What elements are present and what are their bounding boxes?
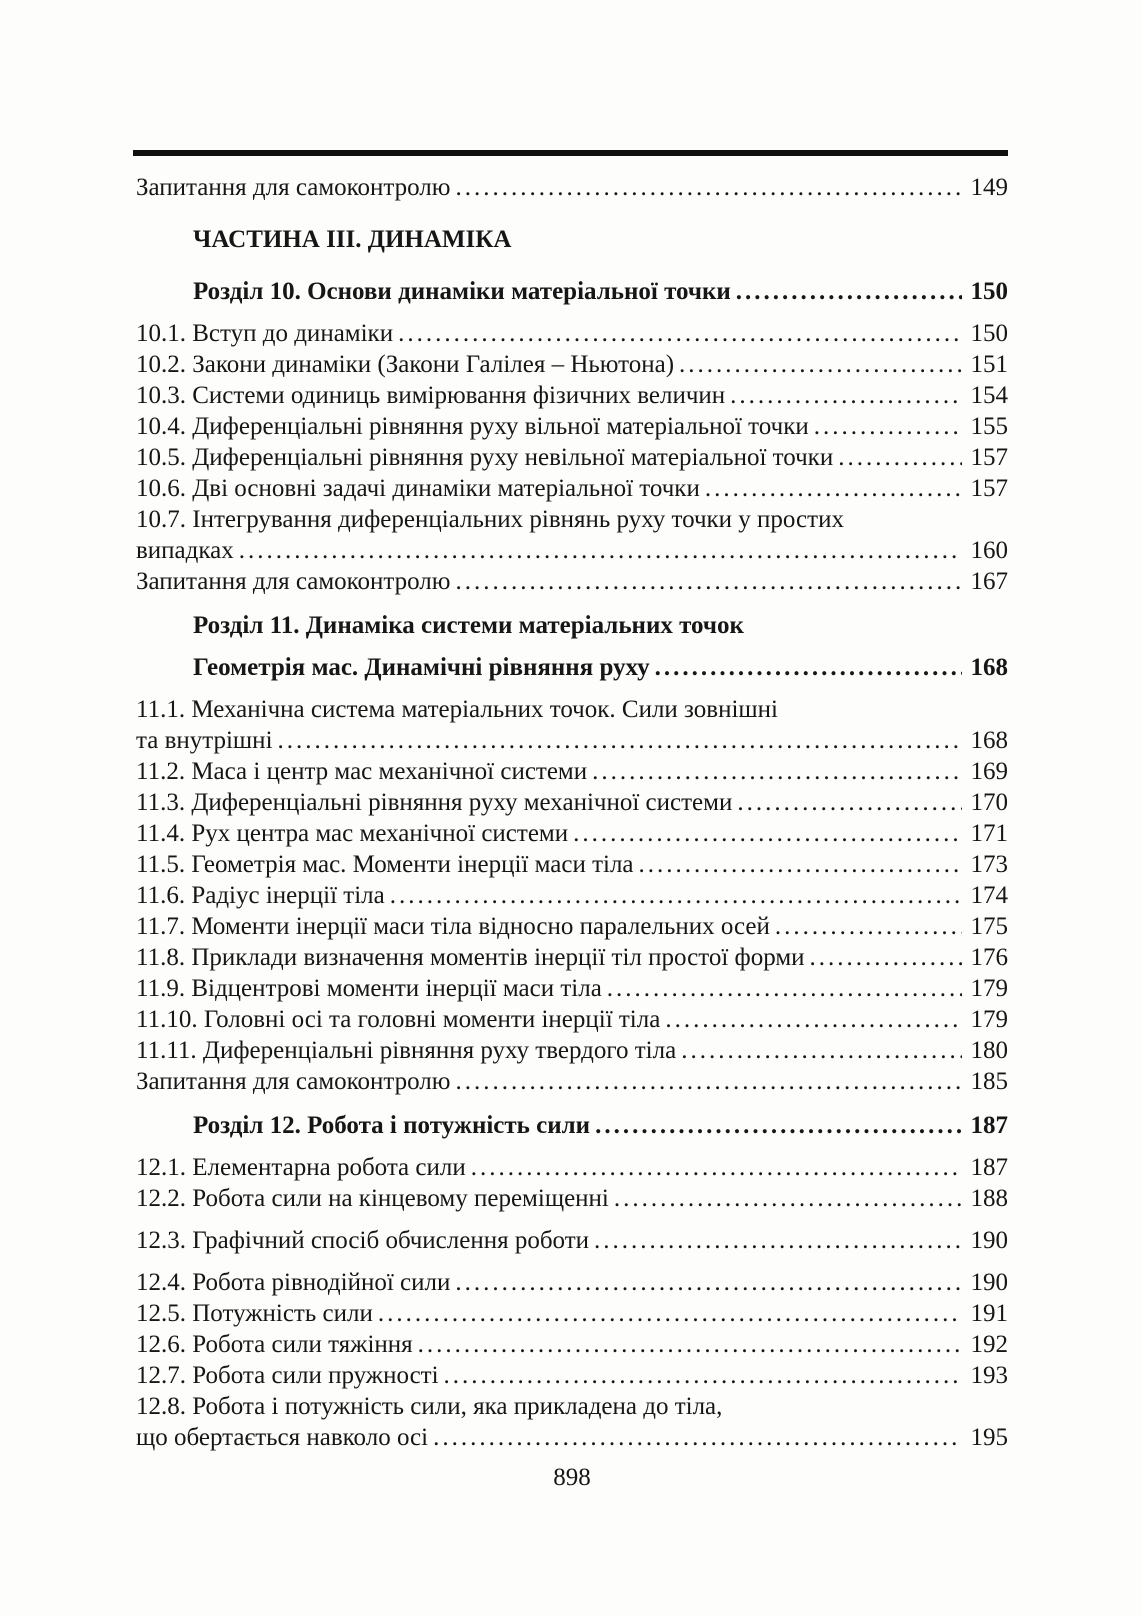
toc-entry: [136, 610, 1008, 641]
toc-entry-label: 12.7. Робота сили пружності: [136, 1362, 439, 1389]
dot-leader: [455, 172, 961, 203]
toc-entry: [136, 1183, 1008, 1214]
dot-leader: [681, 1035, 961, 1066]
toc-entry-label: 10.7. Інтегрування диференціальних рівнянь руху точки у простих: [136, 506, 844, 533]
toc-entry-page: 151: [970, 351, 1008, 378]
toc-entry-page: 175: [970, 913, 1008, 940]
dot-leader: [737, 787, 961, 818]
toc-entry-page: 190: [970, 1227, 1008, 1254]
toc-entry-label: 11.4. Рух центра мас механічної системи: [136, 820, 569, 847]
toc-entry-page: 168: [970, 727, 1008, 754]
toc-entry-label: 12.6. Робота сили тяжіння: [136, 1331, 413, 1358]
dot-leader: [639, 849, 962, 880]
dot-leader: [444, 1360, 962, 1391]
toc-entry-label: 11.10. Головні осі та головні моменти інерції тіла: [136, 1006, 661, 1033]
toc-entry-label: Розділ 12. Робота і потужність сили: [193, 1112, 591, 1139]
toc-entry-label: та внутрішні: [136, 727, 273, 754]
toc-entry-label: 11.2. Маса і центр мас механічної системи: [136, 758, 588, 785]
toc-entry-page: 155: [970, 413, 1008, 440]
toc-entry: [136, 880, 1008, 911]
toc-entry-page: 149: [970, 174, 1008, 201]
dot-leader: [736, 276, 962, 307]
toc-entry-label: 12.4. Робота рівнодійної сили: [136, 1269, 451, 1296]
toc-entry: [136, 442, 1008, 473]
dot-leader: [398, 318, 961, 349]
toc-entry-page: 174: [970, 882, 1008, 909]
toc-entry: [136, 818, 1008, 849]
toc-entry: [136, 1298, 1008, 1329]
dot-leader: [814, 411, 962, 442]
toc-entry: [136, 756, 1008, 787]
toc-entry: [136, 411, 1008, 442]
dot-leader: [614, 1183, 962, 1214]
toc-entry-page: 192: [970, 1331, 1008, 1358]
toc-entry-page: 160: [970, 537, 1008, 564]
toc-entry-label: 11.9. Відцентрові моменти інерції маси тіла: [136, 975, 602, 1002]
toc-entry: [136, 224, 1008, 255]
toc-entry-label: 10.4. Диференціальні рівняння руху вільної матеріальної точки: [136, 413, 809, 440]
toc-entry: [136, 911, 1008, 942]
toc-entry: [136, 172, 1008, 203]
toc-entry: [136, 1329, 1008, 1360]
dot-leader: [838, 442, 961, 473]
toc-entry-label: 10.6. Дві основні задачі динаміки матеріальної точки: [136, 475, 700, 502]
toc-entry-page: 179: [970, 1006, 1008, 1033]
toc-entry: [136, 318, 1008, 349]
toc-entry-label: Геометрія мас. Динамічні рівняння руху: [193, 654, 650, 681]
toc-entry-page: 187: [970, 1112, 1008, 1139]
dot-leader: [433, 1422, 961, 1453]
toc-entry: [136, 1110, 1008, 1141]
toc-entry-label: що обертається навколо осі: [136, 1424, 429, 1451]
toc-entry: [136, 566, 1008, 597]
toc-entry: [136, 1422, 1008, 1453]
toc-entry-label: 12.2. Робота сили на кінцевому переміщенні: [136, 1185, 609, 1212]
toc-entry-label: Запитання для самоконтролю: [136, 568, 451, 595]
toc-entry-label: 11.5. Геометрія мас. Моменти інерції маси тіла: [136, 851, 634, 878]
dot-leader: [595, 1110, 961, 1141]
toc-entry: [136, 535, 1008, 566]
toc-entry: [136, 1267, 1008, 1298]
toc-entry: [136, 380, 1008, 411]
toc-entry-label: 11.11. Диференціальні рівняння руху твердого тіла: [136, 1037, 677, 1064]
toc-entry: [136, 349, 1008, 380]
toc-entry-label: 12.8. Робота і потужність сили, яка прикладена до тіла,: [136, 1393, 723, 1420]
dot-leader: [592, 756, 961, 787]
toc-entry: [136, 787, 1008, 818]
page-footer-number: 898: [553, 1464, 591, 1491]
toc-entry: [136, 1225, 1008, 1256]
toc-entry-label: Розділ 11. Динаміка системи матеріальних точок: [193, 612, 744, 639]
dot-leader: [455, 1066, 961, 1097]
toc-entry-label: 11.3. Диференціальні рівняння руху механічної системи: [136, 789, 733, 816]
dot-leader: [607, 973, 962, 1004]
dot-leader: [278, 725, 962, 756]
dot-leader: [378, 1298, 962, 1329]
toc-entry: [136, 725, 1008, 756]
toc-entry: [136, 276, 1008, 307]
toc-entry-page: 157: [970, 475, 1008, 502]
toc-entry: [136, 694, 1008, 725]
dot-leader: [665, 1004, 961, 1035]
toc-entry-page: 180: [970, 1037, 1008, 1064]
toc-entry-page: 191: [970, 1300, 1008, 1327]
toc-entry-page: 190: [970, 1269, 1008, 1296]
toc-entry-label: 10.1. Вступ до динаміки: [136, 320, 394, 347]
toc-entry-page: 168: [970, 654, 1008, 681]
dot-leader: [705, 473, 962, 504]
toc-entry-label: ЧАСТИНА ІІІ. ДИНАМІКА: [193, 226, 512, 253]
toc-entry: [136, 504, 1008, 535]
toc-entry-page: 154: [970, 382, 1008, 409]
dot-leader: [573, 818, 961, 849]
dot-leader: [390, 880, 962, 911]
dot-leader: [455, 566, 961, 597]
toc-entry: [136, 1360, 1008, 1391]
dot-leader: [471, 1152, 962, 1183]
toc-entry-label: 10.3. Системи одиниць вимірювання фізичних величин: [136, 382, 726, 409]
toc-entry: [136, 1391, 1008, 1422]
toc-entry: [136, 1066, 1008, 1097]
toc-entry: [136, 973, 1008, 1004]
toc-entry-label: 11.8. Приклади визначення моментів інерції тіл простої форми: [136, 944, 805, 971]
toc-entry: [136, 849, 1008, 880]
toc-entry-page: 170: [970, 789, 1008, 816]
toc-entry-page: 195: [970, 1424, 1008, 1451]
toc-entry: [136, 942, 1008, 973]
dot-leader: [679, 349, 961, 380]
toc-entry-page: 150: [970, 278, 1008, 305]
dot-leader: [418, 1329, 962, 1360]
dot-leader: [810, 942, 962, 973]
toc-entry-label: 12.3. Графічний спосіб обчислення роботи: [136, 1227, 590, 1254]
toc-entry-page: 173: [970, 851, 1008, 878]
toc-entry-page: 193: [970, 1362, 1008, 1389]
toc-entry-page: 157: [970, 444, 1008, 471]
toc-entry-label: Розділ 10. Основи динаміки матеріальної точки: [193, 278, 731, 305]
toc-entry-page: 176: [970, 944, 1008, 971]
toc-entry-page: 169: [970, 758, 1008, 785]
toc-entry: [136, 1035, 1008, 1066]
dot-leader: [775, 911, 962, 942]
dot-leader: [239, 535, 962, 566]
toc-entry-label: 10.5. Диференціальні рівняння руху невільної матеріальної точки: [136, 444, 834, 471]
dot-leader: [455, 1267, 961, 1298]
toc-entry-page: 187: [970, 1154, 1008, 1181]
toc-entry-label: 12.5. Потужність сили: [136, 1300, 373, 1327]
dot-leader: [730, 380, 961, 411]
dot-leader: [655, 652, 962, 683]
toc-entry-page: 171: [970, 820, 1008, 847]
toc-entry-page: 188: [970, 1185, 1008, 1212]
toc-entry-label: 12.1. Елементарна робота сили: [136, 1154, 466, 1181]
toc-entry: [136, 652, 1008, 683]
dot-leader: [594, 1225, 961, 1256]
toc-entry-label: 11.1. Механічна система матеріальних точок. Сили зовнішні: [136, 696, 778, 723]
header-rule-divider: [133, 150, 1008, 156]
toc-entry-page: 150: [970, 320, 1008, 347]
toc-entry: [136, 1152, 1008, 1183]
toc-entry-label: випадках: [136, 537, 234, 564]
toc-entry-page: 185: [970, 1068, 1008, 1095]
toc-entry-label: 10.2. Закони динаміки (Закони Галілея – Ньютона): [136, 351, 675, 378]
toc-entry-page: 179: [970, 975, 1008, 1002]
table-of-contents: [136, 172, 1008, 1453]
toc-entry-label: Запитання для самоконтролю: [136, 174, 451, 201]
toc-entry-label: 11.7. Моменти інерції маси тіла відносно паралельних осей: [136, 913, 770, 940]
toc-entry: [136, 473, 1008, 504]
toc-entry-page: 167: [970, 568, 1008, 595]
toc-entry: [136, 1004, 1008, 1035]
toc-entry-label: 11.6. Радіус інерції тіла: [136, 882, 385, 909]
toc-entry-label: Запитання для самоконтролю: [136, 1068, 451, 1095]
